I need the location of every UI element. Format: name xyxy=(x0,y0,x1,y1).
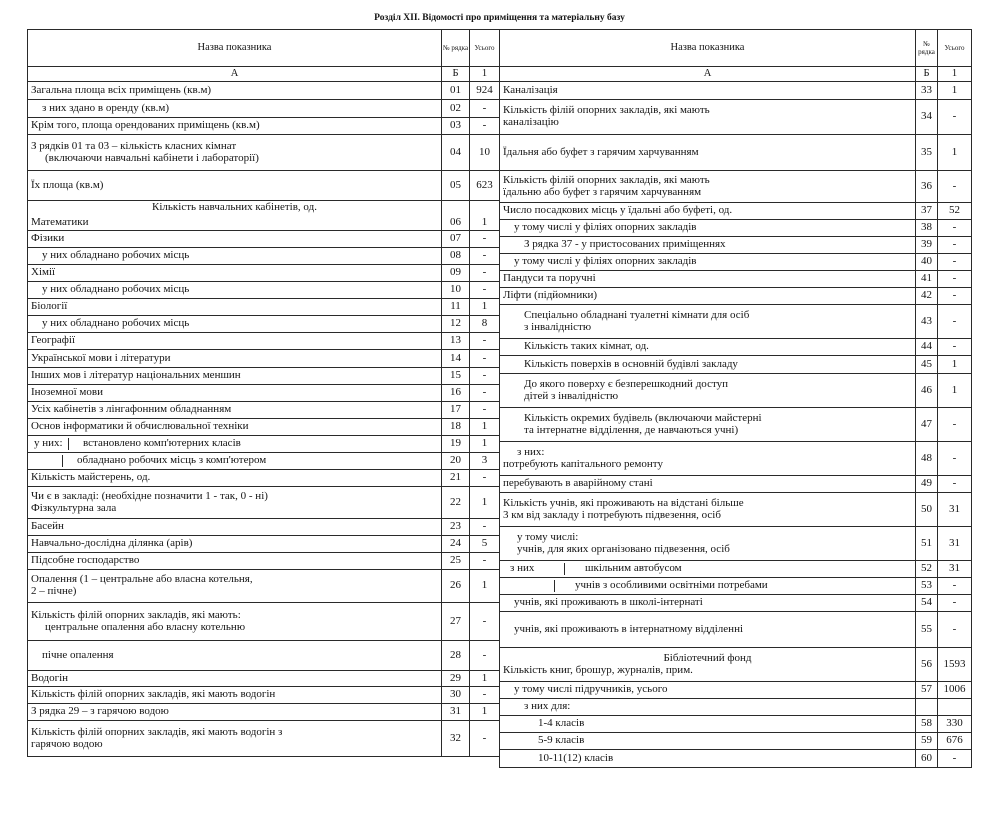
table-row: До якого поверху є безперешкодний доступ дітей з інвалідністю 46 1 xyxy=(500,374,972,408)
table-row: у них: встановлено комп'ютерних класів 19 1 xyxy=(28,436,500,453)
table-row: З рядка 29 – з гарячою водою 31 1 xyxy=(28,704,500,721)
table-row: Навчально-дослідна ділянка (арів) 24 5 xyxy=(28,536,500,553)
table-row: Бібліотечний фонд Кількість книг, брошур, журналів, прим. 56 1593 xyxy=(500,648,972,682)
table-row: Водогін 29 1 xyxy=(28,671,500,687)
section-title: Розділ XII. Відомості про приміщення та матеріальну базу xyxy=(374,13,625,23)
header-name: Назва показника xyxy=(28,30,442,67)
table-row: учнів з особливими освітніми потребами 53 - xyxy=(500,578,972,595)
group-label: у них: xyxy=(28,438,69,450)
table-row: Їдальня або буфет з гарячим харчуванням 35 1 xyxy=(500,135,972,171)
table-row: Ліфти (підйомники) 42 - xyxy=(500,288,972,305)
table-row: у них обладнано робочих місць 12 8 xyxy=(28,316,500,333)
table-row: Кількість філій опорних закладів, які мають каналізацію 34 - xyxy=(500,100,972,135)
table-row: у тому числі підручників, усього 57 1006 xyxy=(500,682,972,699)
table-row: у тому числі: учнів, для яких організовано підвезення, осіб 51 31 xyxy=(500,527,972,561)
table-row: 1-4 класів 58 330 xyxy=(500,716,972,733)
table-row: Кількість таких кімнат, од. 44 - xyxy=(500,339,972,356)
table-row: у тому числі у філіях опорних закладів 40 - xyxy=(500,254,972,271)
table-row: з них: потребують капітального ремонту 48 - xyxy=(500,442,972,476)
table-row: Каналізація 33 1 xyxy=(500,82,972,100)
table-row: у них обладнано робочих місць 10 - xyxy=(28,282,500,299)
table-row: Загальна площа всіх приміщень (кв.м) 01 924 xyxy=(28,82,500,100)
left-header-row xyxy=(28,30,500,67)
table-row: Кількість учнів, які проживають на відстані більше 3 км від закладу і потребують підвезення, осіб 50 31 xyxy=(500,493,972,527)
table-row: у тому числі у філіях опорних закладів 38 - xyxy=(500,220,972,237)
table-row: учнів, які проживають в школі-інтернаті 54 - xyxy=(500,595,972,612)
section-row: Кількість навчальних кабінетів, од. xyxy=(28,201,500,216)
table-row: Кількість філій опорних закладів, які мають водогін з гарячою водою 32 - xyxy=(28,721,500,757)
right-table xyxy=(499,29,972,768)
left-table xyxy=(27,29,500,757)
table-row: учнів, які проживають в інтернатному відділенні 55 - xyxy=(500,612,972,648)
table-row: З рядка 37 - у пристосованих приміщеннях 39 - xyxy=(500,237,972,254)
table-row: Чи є в закладі: (необхідне позначити 1 - так, 0 - ні) Фізкультурна зала 22 1 xyxy=(28,487,500,519)
table-row: Спеціально обладнані туалетні кімнати для осіб з інвалідністю 43 - xyxy=(500,305,972,339)
table-row: Основ інформатики й обчислювальної техніки 18 1 xyxy=(28,419,500,436)
left-subheader-row: А Б 1 xyxy=(28,67,500,82)
table-row: обладнано робочих місць з комп'ютером 20 3 xyxy=(28,453,500,470)
table-row: з них для: xyxy=(500,699,972,716)
table-row: Їх площа (кв.м) 05 623 xyxy=(28,171,500,201)
table-row: Крім того, площа орендованих приміщень (кв.м) 03 - xyxy=(28,118,500,135)
table-row: Кількість філій опорних закладів, які мають водогін 30 - xyxy=(28,687,500,704)
right-subheader-row: А Б 1 xyxy=(500,67,972,82)
table-row: Іноземної мови 16 - xyxy=(28,385,500,402)
table-row: пічне опалення 28 - xyxy=(28,641,500,671)
table-row: перебувають в аварійному стані 49 - xyxy=(500,476,972,493)
table-row: Хімії 09 - xyxy=(28,265,500,282)
table-row: Біології 11 1 xyxy=(28,299,500,316)
table-row: Кількість майстерень, од. 21 - xyxy=(28,470,500,487)
table-row: Фізики 07 - xyxy=(28,231,500,248)
table-row: Математики 06 1 xyxy=(28,216,500,231)
table-row: З рядків 01 та 03 – кількість класних кімнат (включаючи навчальні кабінети і лабораторії) 04 10 xyxy=(28,135,500,171)
table-row: Опалення (1 – центральне або власна котельня, 2 – пічне) 26 1 xyxy=(28,570,500,603)
table-row: Української мови і літератури 14 - xyxy=(28,350,500,368)
table-row: з них шкільним автобусом 52 31 xyxy=(500,561,972,578)
table-row: Інших мов і літератур національних меншин 15 - xyxy=(28,368,500,385)
table-row: 5-9 класів 59 676 xyxy=(500,733,972,750)
table-row: Пандуси та поручні 41 - xyxy=(500,271,972,288)
table-row: Кількість філій опорних закладів, які мають їдальню або буфет з гарячим харчуванням 36 - xyxy=(500,171,972,203)
header-row-no: № рядка xyxy=(442,30,470,67)
table-row: 10-11(12) класів 60 - xyxy=(500,750,972,768)
table-row: Географії 13 - xyxy=(28,333,500,350)
table-row: у них обладнано робочих місць 08 - xyxy=(28,248,500,265)
right-header-row: Назва показника № рядка Усього xyxy=(500,30,972,67)
table-row: Басейн 23 - xyxy=(28,519,500,536)
group-label: з них xyxy=(500,563,565,575)
table-row: Кількість поверхів в основній будівлі закладу 45 1 xyxy=(500,356,972,374)
table-row: Кількість окремих будівель (включаючи майстерні та інтернатне відділення, де навчаються учні) 47 - xyxy=(500,408,972,442)
table-row: з них здано в оренду (кв.м) 02 - xyxy=(28,100,500,118)
table-row: Число посадкових місць у їдальні або буфеті, од. 37 52 xyxy=(500,203,972,220)
table-row: Підсобне господарство 25 - xyxy=(28,553,500,570)
header-total: Усього xyxy=(470,30,500,67)
table-row: Усіх кабінетів з лінгафонним обладнанням 17 - xyxy=(28,402,500,419)
table-row: Кількість філій опорних закладів, які мають: центральне опалення або власну котельню 27 - xyxy=(28,603,500,641)
